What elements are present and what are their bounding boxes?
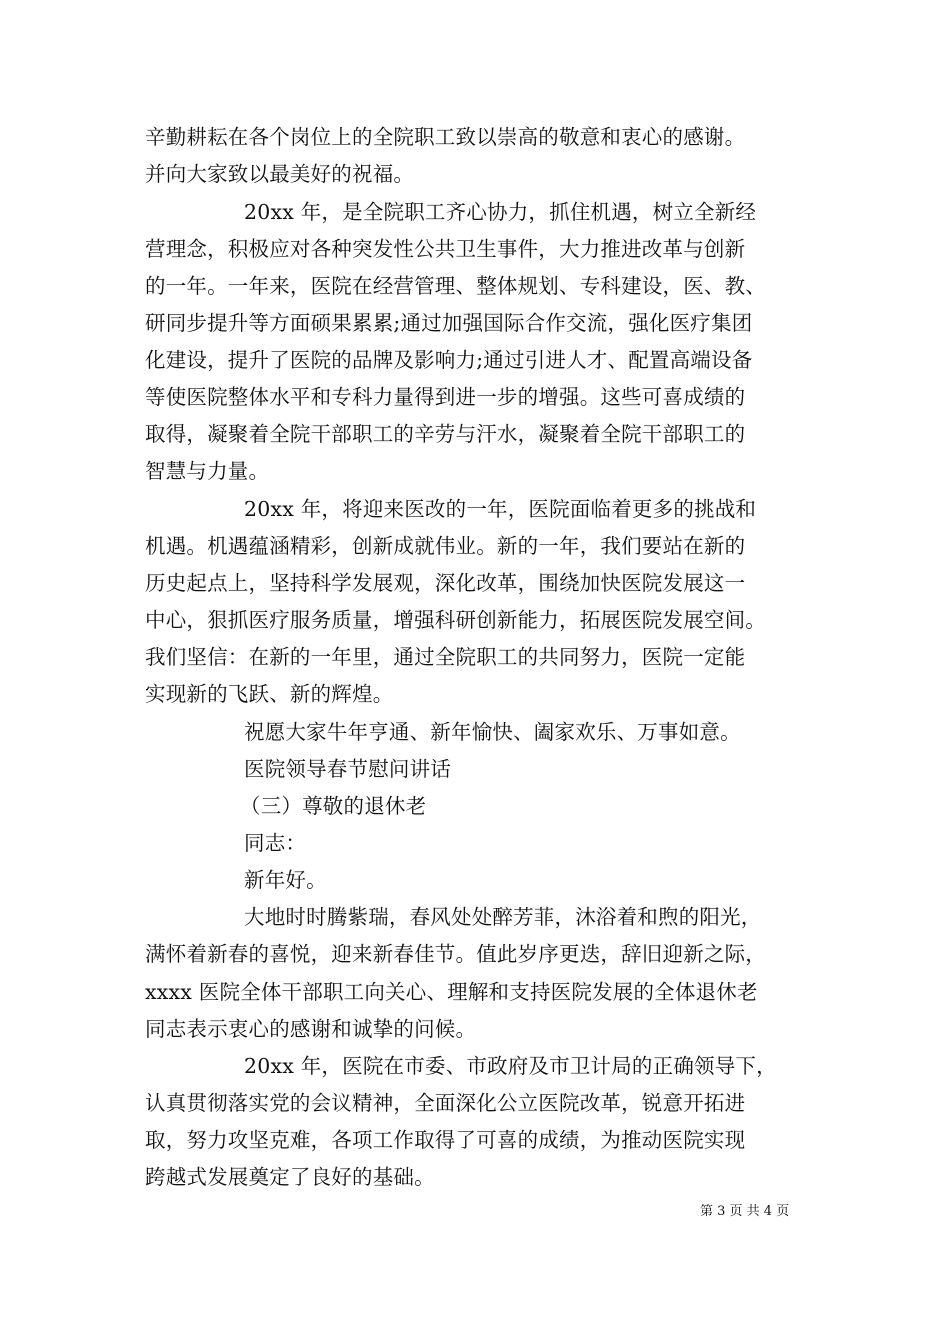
text-line: 智慧与力量。 xyxy=(145,459,270,483)
text-line: 20xx 年，是全院职工齐心协力，抓住机遇，树立全新经 xyxy=(244,200,757,224)
text-line: 并向大家致以最美好的祝福。 xyxy=(145,162,415,186)
text-line: 20xx 年，将迎来医改的一年，医院面临着更多的挑战和 xyxy=(244,497,757,521)
text-line: 认真贯彻落实党的会议精神，全面深化公立医院改革，锐意开拓进 xyxy=(145,1091,746,1115)
text-line: （三）尊敬的退休老 xyxy=(240,794,427,818)
text-line: xxxx 医院全体干部职工向关心、理解和支持医院发展的全体退休老 xyxy=(145,980,758,1004)
text-line: 取，努力攻坚克难，各项工作取得了可喜的成绩，为推动医院实现 xyxy=(145,1128,746,1152)
section-title: 医院领导春节慰问讲话 xyxy=(244,757,451,781)
text-line: 的一年。一年来，医院在经营管理、整体规划、专科建设，医、教、 xyxy=(145,274,766,298)
page-number-footer: 第 3 页 共 4 页 xyxy=(700,1204,790,1219)
text-line: 祝愿大家牛年亨通、新年愉快、阖家欢乐、万事如意。 xyxy=(244,720,741,744)
text-line: 同志表示衷心的感谢和诚挚的问候。 xyxy=(145,1017,477,1041)
text-line: 20xx 年，医院在市委、市政府及市卫计局的正确领导下， xyxy=(244,1054,777,1078)
text-line: 营理念，积极应对各种突发性公共卫生事件，大力推进改革与创新 xyxy=(145,237,746,261)
text-line: 新年好。 xyxy=(244,868,327,892)
text-line: 中心，狠抓医疗服务质量，增强科研创新能力，拓展医院发展空间。 xyxy=(145,608,766,632)
text-line: 化建设，提升了医院的品牌及影响力;通过引进人才、配置高端设备 xyxy=(145,348,753,372)
text-line: 实现新的飞跃、新的辉煌。 xyxy=(145,682,394,706)
text-line: 研同步提升等方面硕果累累;通过加强国际合作交流，强化医疗集团 xyxy=(145,311,753,335)
text-line: 我们坚信：在新的一年里，通过全院职工的共同努力，医院一定能 xyxy=(145,645,746,669)
text-line: 大地时时腾紫瑞，春风处处醉芳菲，沐浴着和煦的阳光， xyxy=(244,905,762,929)
text-line: 跨越式发展奠定了良好的基础。 xyxy=(145,1165,435,1189)
text-line: 满怀着新春的喜悦，迎来新春佳节。值此岁序更迭，辞旧迎新之际， xyxy=(145,942,766,966)
text-line: 取得，凝聚着全院干部职工的辛劳与汗水，凝聚着全院干部职工的 xyxy=(145,422,746,446)
text-line: 同志： xyxy=(244,831,307,855)
text-line: 机遇。机遇蕴涵精彩，创新成就伟业。新的一年，我们要站在新的 xyxy=(145,534,746,558)
text-line: 辛勤耕耘在各个岗位上的全院职工致以崇高的敬意和衷心的感谢。 xyxy=(145,125,746,149)
text-line: 历史起点上，坚持科学发展观，深化改革，围绕加快医院发展这一 xyxy=(145,571,746,595)
text-line: 等使医院整体水平和专科力量得到进一步的增强。这些可喜成绩的 xyxy=(145,385,746,409)
